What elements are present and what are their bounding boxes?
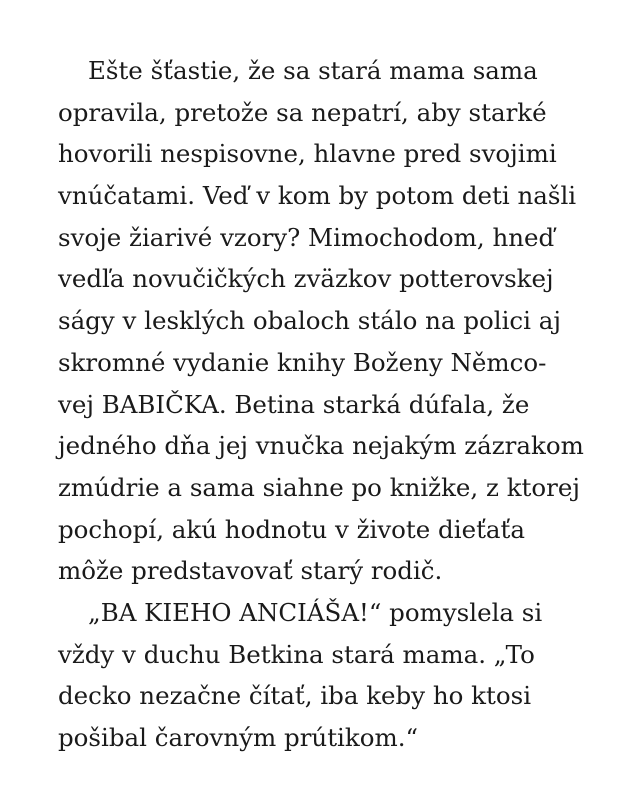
text-line: jedného dňa jej vnučka nejakým zázrakom	[58, 431, 584, 461]
text-line: vždy v duchu Betkina stará mama. „To	[58, 639, 535, 669]
text-line: ságy v lesklých obaloch stálo na polici aj	[58, 306, 561, 336]
text-line: „BA KIEHO ANCIÁŠA!“ pomyslela si	[88, 597, 543, 627]
text-line: vnúčatami. Veď v kom by potom deti našli	[58, 181, 577, 211]
text-line: Ešte šťastie, že sa stará mama sama	[88, 56, 538, 85]
text-line: hovorili nespisovne, hlavne pred svojimi	[58, 139, 557, 169]
text-line: decko nezačne čítať, iba keby ho ktosi	[58, 681, 532, 711]
text-line: pošibal čarovným prútikom.“	[58, 723, 419, 752]
book-page	[58, 50, 618, 759]
text-line: vedľa novučičkých zväzkov potterovskej	[58, 264, 554, 294]
paragraph-1	[58, 50, 618, 592]
text-line: skromné vydanie knihy Boženy Němco-	[58, 347, 547, 377]
text-line: pochopí, akú hodnotu v živote dieťaťa	[58, 514, 525, 544]
text-line: môže predstavovať starý rodič.	[58, 556, 443, 586]
text-line: vej BABIČKA. Betina starká dúfala, že	[58, 389, 530, 419]
text-line: svoje žiarivé vzory? Mimochodom, hneď	[58, 222, 555, 252]
paragraph-2	[58, 592, 618, 759]
text-line: opravila, pretože sa nepatrí, aby starké	[58, 97, 547, 127]
text-line: zmúdrie a sama siahne po knižke, z ktorej	[58, 472, 580, 502]
